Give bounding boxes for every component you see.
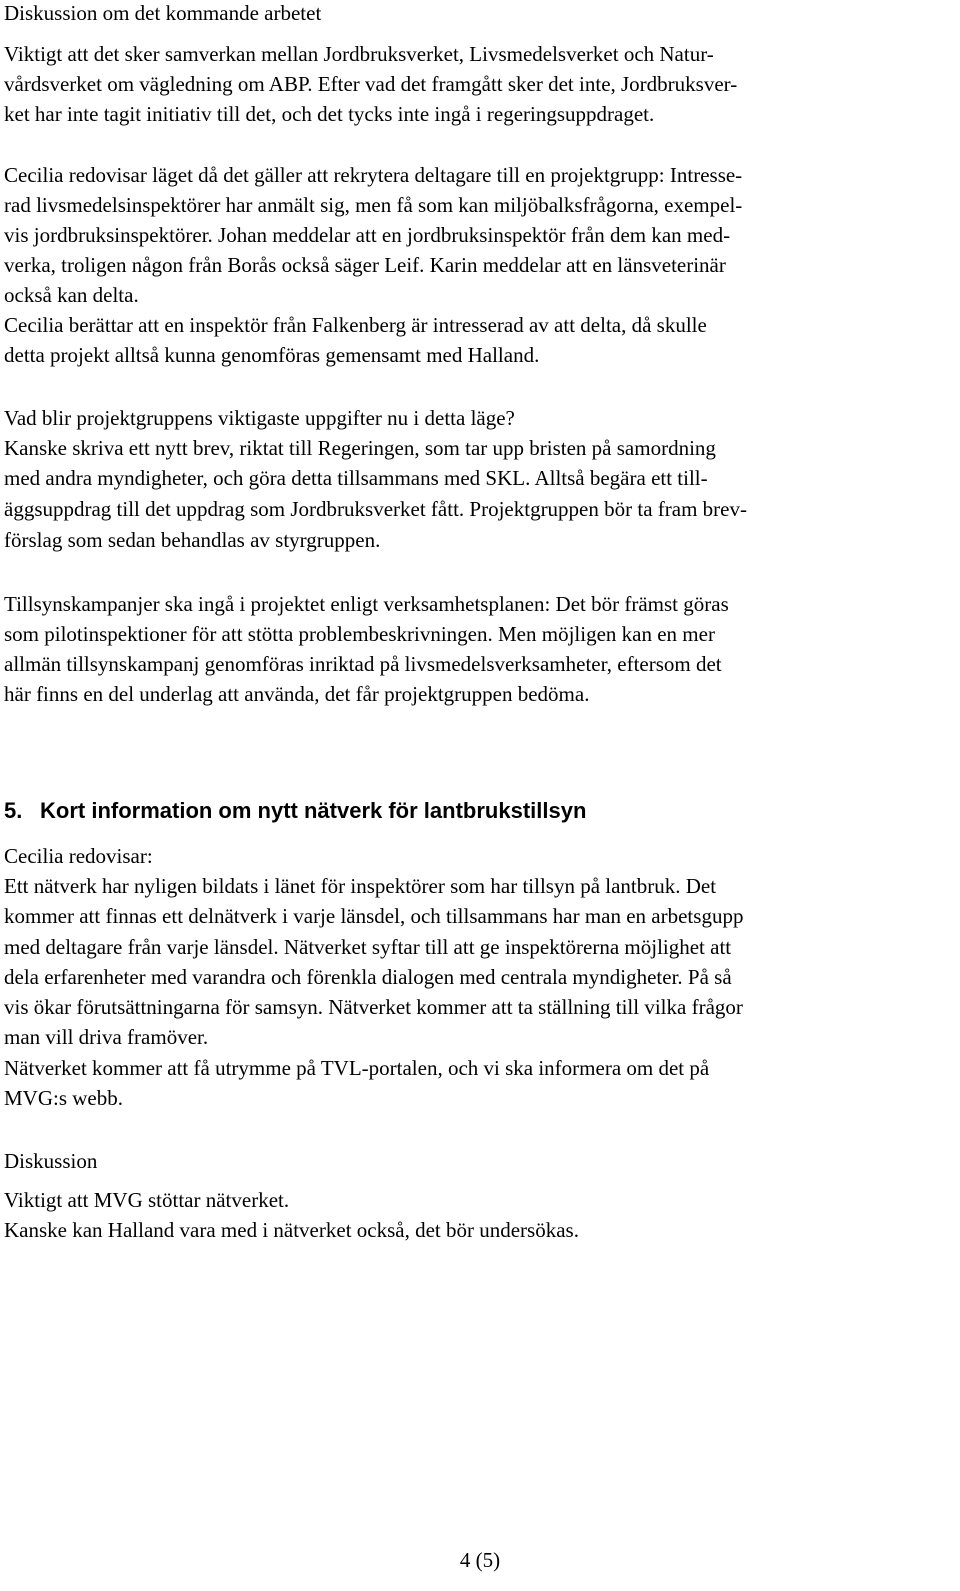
paragraph-line: med andra myndigheter, och göra detta tillsammans med SKL. Alltså begära ett till-	[4, 466, 708, 490]
paragraph-line: med deltagare från varje länsdel. Nätverket syftar till att ge inspektörerna möjlighet att	[4, 935, 732, 959]
paragraph-line: vis jordbruksinspektörer. Johan meddelar att en jordbruksinspektör från dem kan med-	[4, 223, 731, 247]
paragraph-line: verka, troligen någon från Borås också säger Leif. Karin meddelar att en länsveterinär	[4, 253, 726, 277]
paragraph-line: här finns en del underlag att använda, det får projektgruppen bedöma.	[4, 682, 590, 706]
paragraph-line: Cecilia redovisar:	[4, 844, 153, 868]
paragraph-line: vårdsverket om vägledning om ABP. Efter vad det framgått sker det inte, Jordbruksver-	[4, 72, 738, 96]
paragraph-line: rad livsmedelsinspektörer har anmält sig, men få som kan miljöbalksfrågorna, exempel-	[4, 193, 743, 217]
paragraph-line: Cecilia berättar att en inspektör från Falkenberg är intresserad av att delta, då skulle	[4, 313, 707, 337]
paragraph-line: förslag som sedan behandlas av styrgruppen.	[4, 528, 381, 552]
paragraph-line: Kanske kan Halland vara med i nätverket också, det bör undersökas.	[4, 1218, 579, 1242]
section-title: Kort information om nytt nätverk för lantbrukstillsyn	[40, 798, 587, 823]
paragraph-line: Cecilia redovisar läget då det gäller att rekrytera deltagare till en projektgrupp: Intresse-	[4, 163, 743, 187]
paragraph-line: allmän tillsynskampanj genomföras inriktad på livsmedelsverksamheter, eftersom det	[4, 652, 722, 676]
paragraph-line: MVG:s webb.	[4, 1086, 123, 1110]
paragraph-line: Viktigt att MVG stöttar nätverket.	[4, 1188, 290, 1212]
paragraph-line: kommer att finnas ett delnätverk i varje länsdel, och tillsammans har man en arbetsgupp	[4, 904, 744, 928]
paragraph-line: Viktigt att det sker samverkan mellan Jordbruksverket, Livsmedelsverket och Natur-	[4, 42, 714, 66]
paragraph-line: också kan delta.	[4, 283, 139, 307]
paragraph-line: som pilotinspektioner för att stötta problembeskrivningen. Men möjligen kan en mer	[4, 622, 715, 646]
paragraph-line: dela erfarenheter med varandra och förenkla dialogen med centrala myndigheter. På så	[4, 965, 732, 989]
paragraph-line: Kanske skriva ett nytt brev, riktat till Regeringen, som tar upp bristen på samordning	[4, 436, 716, 460]
paragraph-line: Nätverket kommer att få utrymme på TVL-portalen, och vi ska informera om det på	[4, 1056, 710, 1080]
paragraph-line: man vill driva framöver.	[4, 1025, 209, 1049]
discussion-heading: Diskussion om det kommande arbetet	[4, 1, 322, 25]
paragraph-line: vis ökar förutsättningarna för samsyn. Nätverket kommer att ta ställning till vilka frågor	[4, 995, 743, 1019]
paragraph-line: Ett nätverk har nyligen bildats i länet för inspektörer som har tillsyn på lantbruk. Det	[4, 874, 717, 898]
paragraph-line: ket har inte tagit initiativ till det, och det tycks inte ingå i regeringsuppdraget.	[4, 102, 655, 126]
section-number: 5.	[4, 798, 23, 823]
paragraph-line: Vad blir projektgruppens viktigaste uppgifter nu i detta läge?	[4, 406, 515, 430]
page-number: 4 (5)	[459, 1548, 501, 1572]
section-heading	[4, 797, 586, 825]
paragraph-line: Tillsynskampanjer ska ingå i projektet enligt verksamhetsplanen: Det bör främst göras	[4, 592, 729, 616]
paragraph-line: detta projekt alltså kunna genomföras gemensamt med Halland.	[4, 343, 540, 367]
paragraph-line: äggsuppdrag till det uppdrag som Jordbruksverket fått. Projektgruppen bör ta fram brev-	[4, 497, 747, 521]
discussion-label: Diskussion	[4, 1149, 98, 1173]
